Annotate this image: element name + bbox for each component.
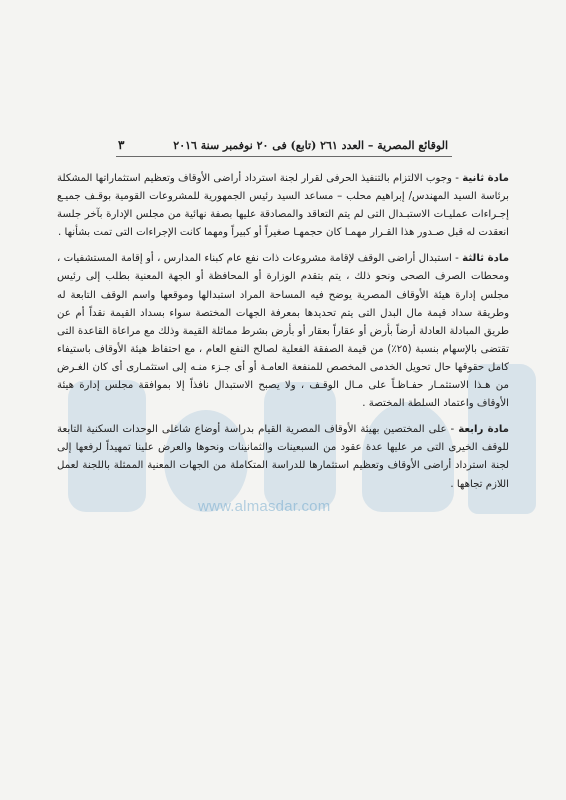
article-title: مادة ثانية xyxy=(462,173,509,184)
header-divider xyxy=(116,156,452,157)
article-text: - وجوب الالتزام بالتنفيذ الحرفى لقرار لجنة استرداد أراضى الأوقاف وتعظيم استثماراتها المشكلة برئاسة السيد المهندس/ إبراهيم محلب – مساعد السيد رئيس الجمهورية للمشروعات القومية بوقـف جميـع إجـراءات عمليـات الاستبـدال التى لم يتم التعاقد والمصادقة عليها بصفة نهائية من مجلس الإدارة بآخر جلسة انعقدت له قبل صـدور هذا القـرار مهمـا كان حجمهـا صغيراً أو كبيراً ومهما كانت الإجراءات التى تمت بشأنها . xyxy=(57,173,509,239)
watermark-url: www.almasdar.com xyxy=(198,498,331,515)
article-text: - استبدال أراضى الوقف لإقامة مشروعات ذات نفع عام كبناء المدارس ، أو إقامة المستشفيات ، ومحطات الصرف الصحى ونحو ذلك ، يتم بتقدم الوزارة أو المحافظة أو الجهة المعنية بطلب إلى رئيس مجلس إدارة هيئة الأوقاف المصرية يوضح فيه المساحة المراد استبدالها وموقعها واسم الوقف التابعة له وطريقة سداد قيمة مال البدل التى يتم تحديدها بمعرفة الجهات المختصة سواء بسداد القيمة نقداً أم عن طريق المبادلة العادلة أرضاً بأرض أو عقاراً بعقار أو بأرض بشرط مماثلة القيمة وذلك مع مراعاة القاعدة التى تقتضى بالإسهام بنسبة (٢٥٪) من قيمة الصفقة الفعلية لصالح النفع العام ، مع احتفاظ هيئة الأوقاف باستيفاء كامل حقوقها حال تحويل الخدمى المخصص للمنفعة العامـة أو أى جـزء منـه إلى استثمـارى أى كان الغـرض من هـذا الاستثمـار حفـاظـاً على مـال الوقـف ، ولا يصبح الاستبدال نافذاً إلا بموافقة مجلس إدارة هيئة الأوقاف واعتماد السلطة المختصة . xyxy=(57,253,509,410)
article-3 xyxy=(57,250,509,413)
header-title: الوقائع المصرية – العدد ٢٦١ (تابع) فى ٢٠ نوفمبر سنة ٢٠١٦ xyxy=(173,138,448,152)
document-body xyxy=(57,170,509,494)
article-title: مادة رابعة xyxy=(458,424,509,436)
article-2 xyxy=(57,170,509,242)
article-title: مادة ثالثة xyxy=(462,253,510,265)
article-text: - على المختصين بهيئة الأوقاف المصرية القيام بدراسة أوضاع شاغلى الوحدات السكنية التابعة للوقف الخيرى التى مر عليها عدة عقود من السبعينات والثمانينات ونحوها والعرض علينا تمهيداً لرفعها إلى لجنة استرداد أراضى الأوقاف وتعظيم استثمارها للدراسة المتكاملة من الجهات المعنية الممثلة باللجنة لعمل اللازم تجاهها . xyxy=(57,424,509,490)
page-number: ٣ xyxy=(118,138,125,152)
article-4 xyxy=(57,421,509,493)
page-header xyxy=(118,136,448,154)
